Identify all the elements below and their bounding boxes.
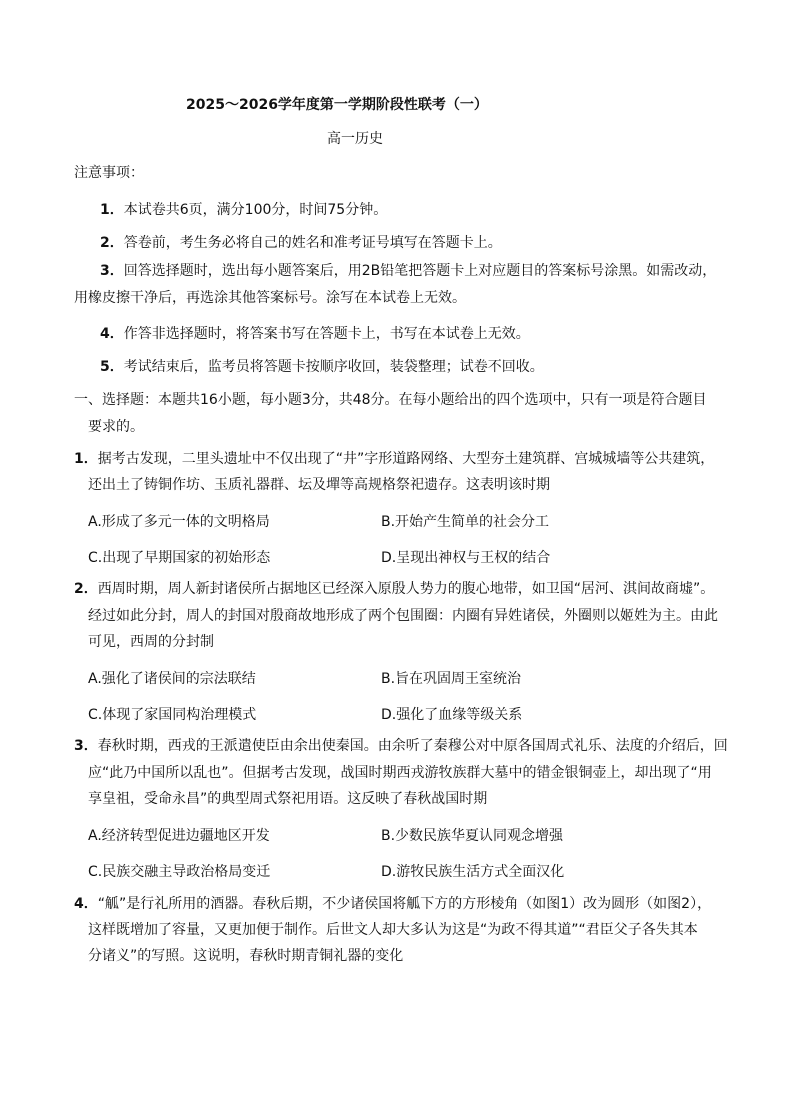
question-3 [74,737,728,755]
option-b: B.旨在巩固周王室统治 [381,671,522,687]
notice-item [100,358,544,376]
question-text: 西周时期，周人新封诸侯所占据地区已经深入原殷人势力的腹心地带，如卫国“居河、淇间故商墟”。 [97,581,715,597]
notice-item-number: 1． [100,202,124,218]
notice-item-number: 3． [100,263,124,279]
subject-title: 高一历史 [327,131,383,147]
question-2 [74,580,714,598]
section-heading-continuation: 要求的。 [88,419,144,435]
notice-item-text: 本试卷共6页，满分100分，时间75分钟。 [123,202,388,218]
question-text-continuation: 分诸义”的写照。这说明，春秋时期青铜礼器的变化 [88,948,404,964]
option-c: C.出现了早期国家的初始形态 [88,550,271,566]
option-c: C.体现了家国同构治理模式 [88,707,257,723]
notice-item-text: 回答选择题时，选出每小题答案后，用2B铅笔把答题卡上对应题目的答案标号涂黑。如需改动， [123,263,717,279]
option-b: B.少数民族华夏认同观念增强 [381,828,564,844]
option-a: A.形成了多元一体的文明格局 [88,514,270,530]
notice-item [100,201,387,219]
question-text-continuation: 经过如此分封，周人的封国对殷商故地形成了两个包围圈：内圈有异姓诸侯，外圈则以姬姓为主。由此 [88,608,718,624]
option-a: A.强化了诸侯间的宗法联结 [88,671,256,687]
question-number: 2． [74,581,98,597]
notice-item-text: 答卷前，考生务必将自己的姓名和准考证号填写在答题卡上。 [123,235,502,251]
option-d: D.呈现出神权与王权的结合 [381,550,551,566]
question-number: 4． [74,896,98,912]
notice-heading: 注意事项： [74,165,144,181]
question-4 [74,895,711,913]
question-text-continuation: 享皇祖，受命永昌”的典型周式祭祀用语。这反映了春秋战国时期 [88,791,488,807]
option-a: A.经济转型促进边疆地区开发 [88,828,270,844]
notice-item [100,325,530,343]
question-text-continuation: 还出土了铸铜作坊、玉质礼器群、坛及墠等高规格祭祀遗存。这表明该时期 [88,477,550,493]
notice-item-number: 2． [100,235,124,251]
notice-item-text: 考试结束后，监考员将答题卡按顺序收回，装袋整理；试卷不回收。 [123,359,544,375]
notice-item [100,262,716,280]
section-heading: 一、选择题：本题共16小题，每小题3分，共48分。在每小题给出的四个选项中，只有一项是符合题目 [74,392,707,408]
question-text: “觚”是行礼所用的酒器。春秋后期，不少诸侯国将觚下方的方形棱角（如图1）改为圆形（如图2）， [97,896,712,912]
option-d: D.游牧民族生活方式全面汉化 [381,864,565,880]
question-number: 3． [74,738,98,754]
question-text: 春秋时期，西戎的王派遣使臣由余出使秦国。由余听了秦穆公对中原各国周式礼乐、法度的介绍后，回 [97,738,728,754]
notice-item-number: 5． [100,359,124,375]
question-1 [74,450,714,468]
notice-item-number: 4． [100,326,124,342]
notice-item [100,234,502,252]
question-number: 1． [74,451,98,467]
option-c: C.民族交融主导政治格局变迁 [88,864,271,880]
option-b: B.开始产生简单的社会分工 [381,514,550,530]
question-text-continuation: 这样既增加了容量，又更加便于制作。后世文人却大多认为这是“为政不得其道”“君臣父子各失其本 [88,922,698,938]
notice-item-text: 作答非选择题时，将答案书写在答题卡上，书写在本试卷上无效。 [123,326,530,342]
question-text: 据考古发现，二里头遗址中不仅出现了“井”字形道路网络、大型夯土建筑群、宫城城墙等公共建筑， [97,451,715,467]
option-d: D.强化了血缘等级关系 [381,707,523,723]
question-text-continuation: 可见，西周的分封制 [88,634,214,650]
notice-item-continuation: 用橡皮擦干净后，再选涂其他答案标号。涂写在本试卷上无效。 [74,290,466,306]
question-text-continuation: 应“此乃中国所以乱也”。但据考古发现，战国时期西戎游牧族群大墓中的错金银铜壶上，却出现了“用 [88,765,712,781]
exam-title: 2025～2026学年度第一学期阶段性联考（一） [186,97,488,113]
